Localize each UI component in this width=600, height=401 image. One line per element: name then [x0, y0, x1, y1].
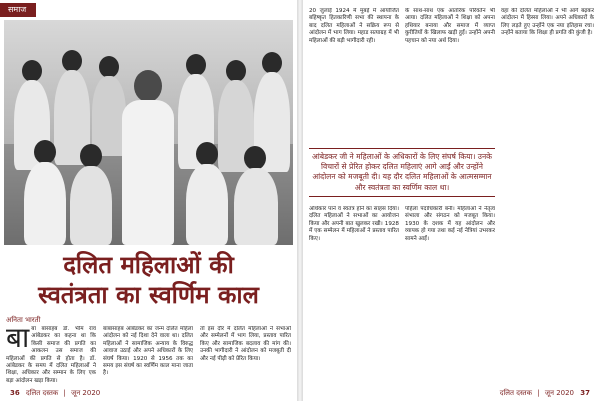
photo-person-head — [62, 50, 82, 72]
right-lower-column-1: अधिकार पाने व स्वतंत्र होने का साहस दिया। दलित महिलाओं ने सभाओं का आयोजन किया और अपनी बात खुलकर रखी। 1928 में एक सम्मेलन में महिलाओं ने प्रस्ताव पारित किए। — [309, 206, 399, 242]
photo-person-head — [262, 52, 282, 74]
body-column-3: तो इस दौर में दलित महिलाओं ने सभाओं और सम्मेलनों में भाग लिया, प्रस्ताव पारित किए और सामाजिक बदलाव की मांग की। उनकी भागीदारी ने आंदोलन को मजबूती दी और नई पीढ़ी को प्रेरित किया। — [200, 326, 291, 362]
right-column-3: वहां की दलित महिलाओं ने भी आगे बढ़कर आंदोलन में हिस्सा लिया। अपने अधिकारों के लिए लड़ते हुए उन्होंने एक नया इतिहास रचा। उन्होंने बताया कि शिक्षा ही प्रगति की कुंजी है। — [501, 8, 594, 37]
body-column-2: बाबासाहब आंबेडकर का जन्म दलित महिला आंदोलन को नई दिशा देने वाला था। दलित महिलाओं ने सामाजिक अन्याय के विरुद्ध आवाज उठाई और अपने अधिकारों के लिए संघर्ष किया। 1920 से 1956 तक का समय इस संघर्ष का स्वर्णिम काल माना जाता है। — [103, 326, 193, 377]
photo-person — [70, 166, 112, 245]
right-lower-column-2: पहिला पदाधिकारी बनीं। महिलाओं ने नेतृत्व संभाला और संगठन को मजबूत किया। 1930 के दशक में यह आंदोलन और व्यापक हो गया तथा कई नई नेत्रियां उभरकर सामने आईं। — [405, 206, 495, 242]
body-column-1 — [6, 326, 96, 386]
photo-person-head — [226, 60, 246, 82]
magazine-name: दलित दस्तक — [25, 389, 59, 397]
photo-person — [186, 164, 228, 245]
issue-date: जून 2020 — [544, 389, 575, 397]
section-tag: समाज — [0, 3, 36, 17]
photo-person-head — [80, 144, 102, 168]
photo-person — [234, 168, 278, 245]
photo-person-head — [99, 56, 119, 78]
historical-group-photo — [4, 20, 293, 245]
left-footer: 36 दलित दस्तक | जून 2020 — [10, 389, 101, 397]
title-line-1: दलित महिलाओं की — [63, 250, 234, 279]
photo-person-head — [244, 146, 266, 170]
title-line-2: स्वतंत्रता का स्वर्णिम काल — [38, 280, 259, 309]
body-text: बा बासाहब डॉ. भीम राव आंबेडकर का कहना था कि किसी समाज की प्रगति का आकलन उस समाज की महिलाओं की प्रगति से होता है। डॉ. आंबेडकर के समय में दलित महिलाओं ने शिक्षा, अधिकार और सम्मान के लिए एक बड़ा आंदोलन खड़ा किया। — [6, 326, 96, 384]
right-column-2: के साथ-साथ एक आंतरिक परिवर्तन भी आया। दलित महिलाओं ने शिक्षा को अपना हथियार बनाया और समाज में व्याप्त कुरीतियों के खिलाफ खड़ी हुईं। उन्होंने अपनी पहचान को नया अर्थ दिया। — [405, 8, 495, 44]
right-footer: दलित दस्तक | जून 2020 37 — [499, 389, 590, 397]
pull-quote: आंबेडकर जी ने महिलाओं के अधिकारों के लिए संघर्ष किया। उनके विचारों से प्रेरित होकर दलित महिलाएं आगे आईं और उन्होंने आंदोलन को मजबूती दी। यह दौर दलित महिलाओं के आत्मसम्मान और स्वतंत्रता का स्वर्णिम काल था। — [309, 148, 495, 197]
right-column-1: 20 जुलाई 1924 में मुंबई में आयोजित बहिष्कृत हितकारिणी सभा की स्थापना के बाद दलित महिलाओं ने सक्रिय रूप से आंदोलन में भाग लिया। महाड सत्याग्रह में भी महिलाओं की बड़ी भागीदारी रही। — [309, 8, 399, 44]
magazine-name: दलित दस्तक — [499, 389, 533, 397]
photo-person-head — [22, 60, 42, 82]
author-name: अनिता भारती — [6, 316, 41, 324]
page-number: 37 — [580, 389, 590, 397]
photo-man-head — [134, 70, 162, 102]
photo-person-head — [196, 142, 218, 166]
drop-cap: बा — [6, 326, 30, 354]
page-number: 36 — [10, 389, 20, 397]
article-title — [0, 250, 297, 310]
right-page — [303, 0, 600, 401]
photo-person — [92, 76, 126, 156]
photo-person-head — [34, 140, 56, 164]
issue-date: जून 2020 — [71, 389, 101, 397]
left-body-columns — [6, 326, 291, 386]
photo-man — [122, 100, 174, 245]
left-page — [0, 0, 297, 401]
photo-person — [24, 162, 66, 245]
photo-person-head — [186, 54, 206, 76]
